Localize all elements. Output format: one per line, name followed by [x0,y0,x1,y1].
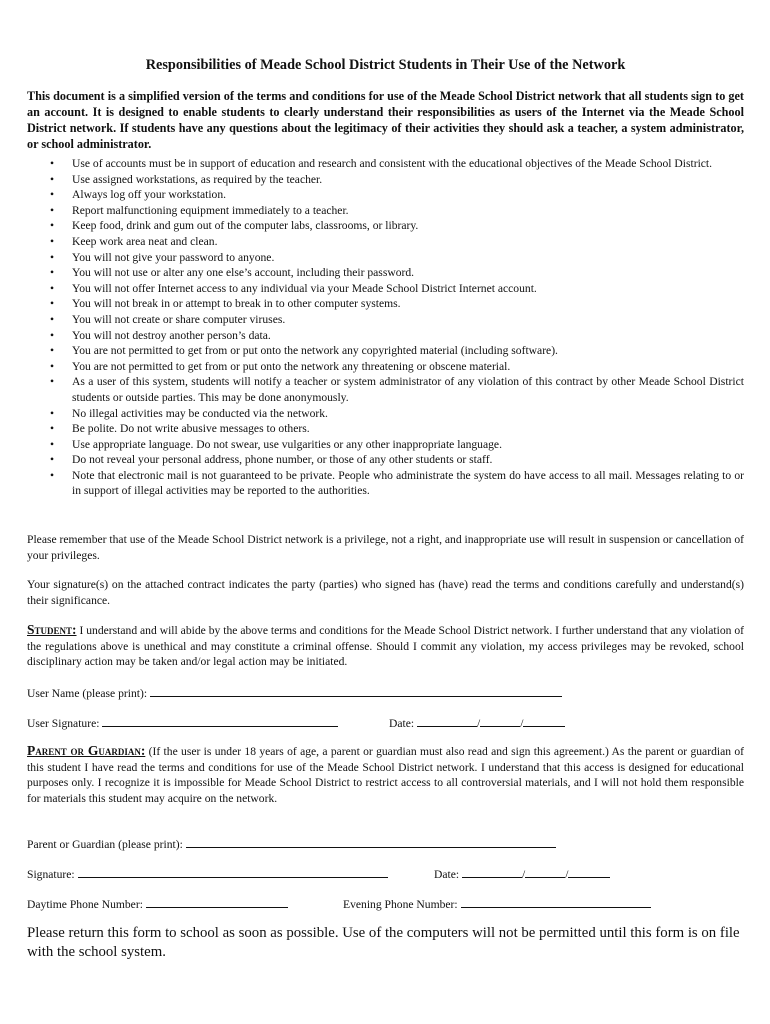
student-section [27,622,744,670]
bullet-icon: • [49,250,55,264]
evening-phone-group [343,895,651,912]
rule-item [27,218,744,234]
rule-item [27,312,744,328]
rule-text: No illegal activities may be conducted via the network. [72,406,328,420]
bullet-icon: • [49,328,55,342]
rule-text: Always log off your workstation. [72,188,227,202]
bullet-icon: • [49,437,55,451]
user-signature-row [27,714,744,731]
user-signature-field[interactable] [102,714,338,727]
parent-signature-row [27,865,744,882]
rule-text: You are not permitted to get from or put onto the network any copyrighted material (including software). [72,344,558,358]
rule-text: Keep work area neat and clean. [72,234,218,248]
user-date-year-field[interactable] [523,714,565,727]
bullet-icon: • [49,234,55,248]
user-date-separator-1: / [477,717,481,730]
parent-date-separator-2: / [565,868,569,881]
bullet-icon: • [49,375,55,389]
bullet-icon: • [49,344,55,358]
parent-name-field[interactable] [186,835,556,848]
rule-item [27,265,744,281]
parent-date-day-field[interactable] [525,865,565,878]
rule-item [27,406,744,422]
parent-date-month-field[interactable] [462,865,522,878]
rule-item [27,328,744,344]
rule-item [27,234,744,250]
rule-item [27,343,744,359]
rule-item [27,359,744,375]
parent-name-label: Parent or Guardian (please print): [27,838,183,851]
bullet-icon: • [49,203,55,217]
user-date-month-field[interactable] [417,714,477,727]
rule-item [27,452,744,468]
parent-agreement-text: (If the user is under 18 years of age, a parent or guardian must also read and sign this agreement.) As the parent or guardian of this student I have read the terms and conditions for use of the Meade School District network. I understand that this access is designed for educational purposes only. I recognize it is impossible for Meade School District to restrict access to all controversial materials, and I will not hold them responsible for materials this student may acquire on the network. [27,745,744,805]
user-name-field[interactable] [150,684,562,697]
daytime-phone-label: Daytime Phone Number: [27,898,143,911]
rule-item [27,172,744,188]
bullet-icon: • [49,172,55,186]
closing-instruction: Please return this form to school as soon as possible. Use of the computers will not be permitted until this form is on file with the school system. [27,925,740,960]
user-date-group [389,714,565,731]
student-heading: Student: [27,622,77,637]
bullet-icon: • [49,422,55,436]
rule-text: Keep food, drink and gum out of the computer labs, classrooms, or library. [72,219,419,233]
rule-item [27,296,744,312]
bullet-icon: • [49,312,55,326]
rule-item [27,281,744,297]
rules-list [27,156,744,499]
bullet-icon: • [49,453,55,467]
rule-text: Be polite. Do not write abusive messages to others. [72,422,310,436]
parent-signature-field[interactable] [78,865,388,878]
rule-item [27,437,744,453]
parent-name-row [27,835,556,852]
user-signature-label: User Signature: [27,717,100,730]
user-name-label: User Name (please print): [27,687,148,700]
rule-text: You will not give your password to anyone. [72,250,275,264]
bullet-icon: • [49,297,55,311]
bullet-icon: • [49,266,55,280]
bullet-icon: • [49,281,55,295]
bullet-icon: • [49,406,55,420]
parent-section [27,743,744,806]
rule-text: Use appropriate language. Do not swear, use vulgarities or any other inappropriate language. [72,437,502,451]
rule-text: Report malfunctioning equipment immediately to a teacher. [72,203,349,217]
student-agreement-text: I understand and will abide by the above terms and conditions for the Meade School District network. I further understand that any violation of the regulations above is unethical and may constitute a criminal offense. Should I commit any violation, my access privileges may be revoked, school disciplinary action may be taken and/or legal action may be initiated. [27,624,745,669]
rule-text: Use assigned workstations, as required by the teacher. [72,172,323,186]
user-date-label: Date: [389,717,415,730]
bullet-icon: • [49,359,55,373]
rule-text: You will not offer Internet access to any individual via your Meade School District Internet account. [72,281,537,295]
parent-date-label: Date: [434,868,460,881]
rule-text: Use of accounts must be in support of education and research and consistent with the educational objectives of the Meade School District. [72,157,713,170]
bullet-icon: • [49,468,55,482]
bullet-icon: • [49,219,55,233]
rule-text: Do not reveal your personal address, phone number, or those of any other students or staff. [72,453,493,467]
rule-item [27,187,744,203]
daytime-phone-field[interactable] [146,895,288,908]
signature-note: Your signature(s) on the attached contract indicates the party (parties) who signed has (have) read the terms and conditions carefully and understand(s) their significance. [27,578,744,607]
rule-item [27,250,744,266]
document-title: Responsibilities of Meade School District Students in Their Use of the Network [145,57,626,73]
user-name-row [27,684,562,701]
rule-text: Note that electronic mail is not guaranteed to be private. People who administrate the system do have access to all mail. Messages relating to or in support of illegal activities may be reported to the authorities. [72,468,744,498]
rule-text: You will not break in or attempt to break in to other computer systems. [72,297,401,311]
rule-text: As a user of this system, students will notify a teacher or system administrator of any violation of this contract by other Meade School District students or outside parties. This may be done anonymously. [72,375,744,404]
rule-text: You will not use or alter any one else’s account, including their password. [72,266,415,280]
parent-signature-label: Signature: [27,868,75,881]
rule-item [27,468,744,499]
user-date-separator-2: / [520,717,524,730]
rule-item [27,374,744,405]
user-date-day-field[interactable] [480,714,520,727]
parent-date-separator-1: / [522,868,526,881]
phone-row [27,895,744,912]
rule-item [27,203,744,219]
rule-text: You will not destroy another person’s data. [72,328,271,342]
rule-item [27,421,744,437]
rule-text: You will not create or share computer viruses. [72,312,286,326]
privilege-note: Please remember that use of the Meade School District network is a privilege, not a right, and inappropriate use will result in suspension or cancellation of your privileges. [27,533,745,562]
parent-date-group [434,865,610,882]
evening-phone-label: Evening Phone Number: [343,898,458,911]
bullet-icon: • [49,188,55,202]
parent-date-year-field[interactable] [568,865,610,878]
rule-item [27,156,744,172]
evening-phone-field[interactable] [461,895,651,908]
intro-paragraph: This document is a simplified version of the terms and conditions for use of the Meade School District network that all students sign to get an account. It is designed to enable students to clearly understand their responsibilities as users of the Internet via the Meade School District network. If students have any questions about the legitimacy of their activities they should ask a teacher, a system administrator, or school administrator. [27,89,744,151]
parent-heading: Parent or Guardian: [27,743,146,758]
bullet-icon: • [49,157,55,170]
rule-text: You are not permitted to get from or put onto the network any threatening or obscene material. [72,359,511,373]
